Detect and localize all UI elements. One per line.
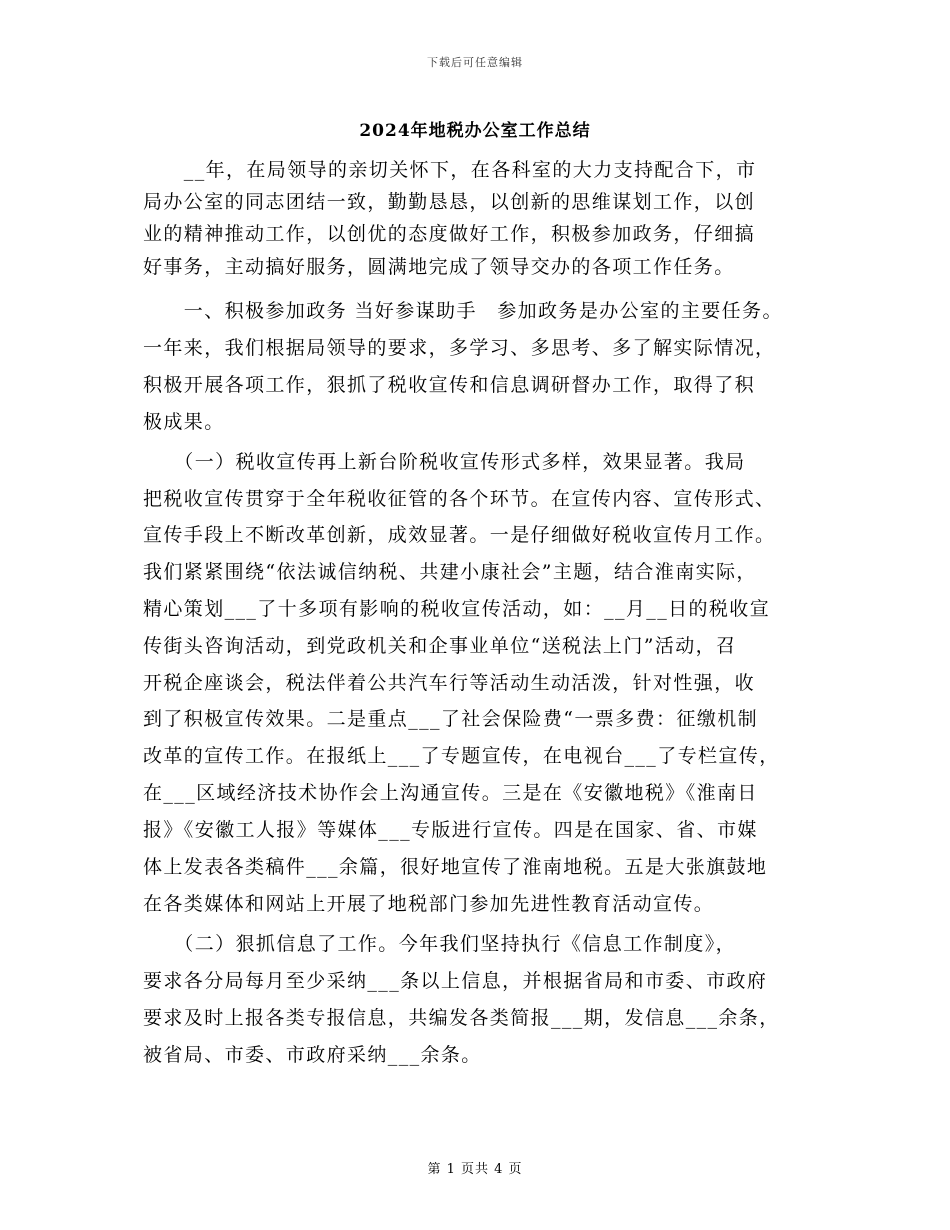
body-line: 传街头咨询活动，到党政机关和企事业单位“送税法上门”活动，召 — [143, 635, 737, 657]
body-line: 宣传手段上不断改革创新，成效显著。一是仔细做好税收宣传月工作。 — [143, 524, 776, 546]
body-line: 在各类媒体和网站上开展了地税部门参加先进性教育活动宣传。 — [143, 893, 715, 915]
body-line: 业的精神推动工作，以创优的态度做好工作，积极参加政务，仔细搞 — [143, 223, 756, 245]
body-line: 改革的宣传工作。在报纸上___了专题宣传，在电视台___了专栏宣传， — [143, 745, 780, 767]
body-line: 要求及时上报各类专报信息，共编发各类简报___期，发信息___余条， — [143, 1007, 780, 1029]
body-line: 把税收宣传贯穿于全年税收征管的各个环节。在宣传内容、宣传形式、 — [143, 488, 776, 510]
body-line: 极成果。 — [143, 411, 225, 433]
body-line: 积极开展各项工作，狠抓了税收宣传和信息调研督办工作，取得了积 — [143, 374, 756, 396]
body-line: 要求各分局每月至少采纳___条以上信息，并根据省局和市委、市政府 — [143, 970, 768, 992]
body-line: 精心策划___了十多项有影响的税收宣传活动，如：__月__日的税收宣 — [143, 598, 771, 620]
body-line: 被省局、市委、市政府采纳___余条。 — [143, 1044, 482, 1066]
body-line: 在___区域经济技术协作会上沟通宣传。三是在《安徽地税》《淮南日 — [143, 782, 758, 804]
body-line: 一年来，我们根据局领导的要求，多学习、多思考、多了解实际情况， — [143, 337, 776, 359]
body-line: __年，在局领导的亲切关怀下，在各科室的大力支持配合下，市 — [143, 159, 757, 181]
body-line: 我们紧紧围绕“依法诚信纳税、共建小康社会”主题，结合淮南实际， — [143, 561, 757, 583]
body-line: （一）税收宣传再上新台阶税收宣传形式多样，效果显著。我局 — [143, 451, 746, 473]
body-line: 到了积极宣传效果。二是重点___了社会保险费“一票多费：征缴机制 — [143, 708, 759, 730]
body-line: 好事务，主动搞好服务，圆满地完成了领导交办的各项工作任务。 — [143, 256, 735, 278]
document-title: 2024年地税办公室工作总结 — [359, 121, 591, 141]
header-note: 下载后可任意编辑 — [427, 56, 523, 69]
body-line: 局办公室的同志团结一致，勤勤恳恳，以创新的思维谋划工作，以创 — [143, 191, 756, 213]
body-line: 开税企座谈会，税法伴着公共汽车行等活动生动活泼，针对性强，收 — [143, 672, 756, 694]
body-line: 体上发表各类稿件___余篇，很好地宣传了淮南地税。五是大张旗鼓地 — [143, 856, 768, 878]
body-line: 报》《安徽工人报》等媒体___专版进行宣传。四是在国家、省、市媒 — [143, 819, 758, 841]
page-number: 第 1 页共 4 页 — [427, 1162, 523, 1177]
body-line: （二）狠抓信息了工作。今年我们坚持执行《信息工作制度》， — [143, 933, 737, 955]
body-line: 一、积极参加政务 当好参谋助手 参加政务是办公室的主要任务。 — [143, 300, 783, 322]
